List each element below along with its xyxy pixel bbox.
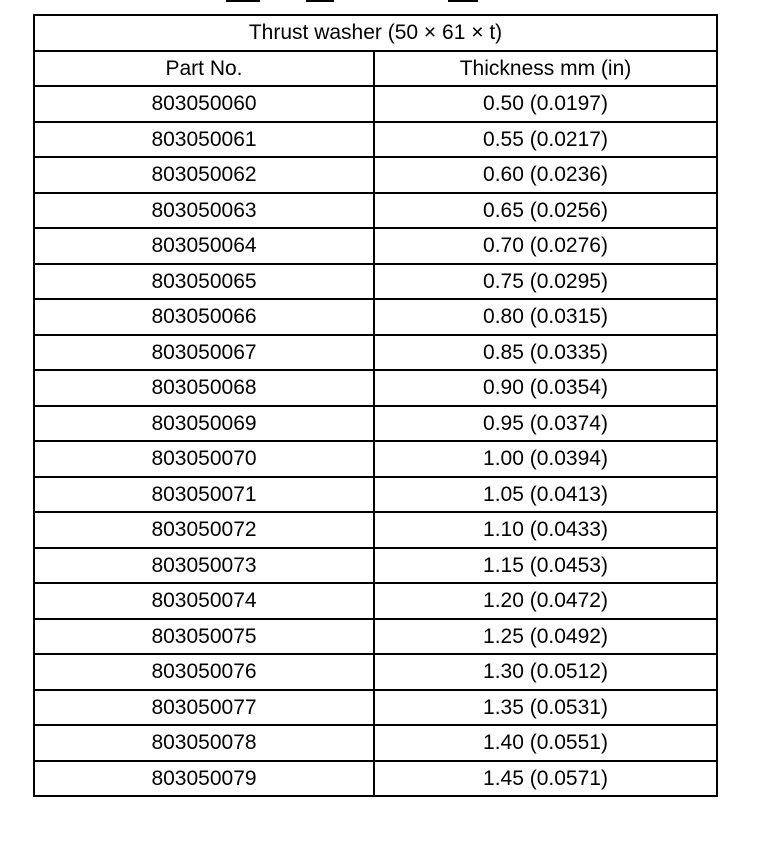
table-row xyxy=(34,619,717,655)
table-row xyxy=(34,157,717,193)
table-row xyxy=(34,264,717,300)
thickness-cell: 0.75 (0.0295) xyxy=(374,264,717,300)
part-number-cell: 803050064 xyxy=(34,228,374,264)
thickness-cell: 1.40 (0.0551) xyxy=(374,725,717,761)
thickness-cell: 1.15 (0.0453) xyxy=(374,548,717,584)
part-number-cell: 803050070 xyxy=(34,441,374,477)
thickness-cell: 0.80 (0.0315) xyxy=(374,299,717,335)
table-row xyxy=(34,228,717,264)
thickness-cell: 1.30 (0.0512) xyxy=(374,654,717,690)
part-number-cell: 803050069 xyxy=(34,406,374,442)
table-row xyxy=(34,512,717,548)
table-row xyxy=(34,193,717,229)
table-row xyxy=(34,370,717,406)
part-number-cell: 803050073 xyxy=(34,548,374,584)
table-row xyxy=(34,690,717,726)
part-number-cell: 803050065 xyxy=(34,264,374,300)
part-number-cell: 803050063 xyxy=(34,193,374,229)
part-number-cell: 803050067 xyxy=(34,335,374,371)
part-number-cell: 803050066 xyxy=(34,299,374,335)
thickness-cell: 1.35 (0.0531) xyxy=(374,690,717,726)
table-row xyxy=(34,335,717,371)
table-body xyxy=(34,86,717,796)
part-number-cell: 803050077 xyxy=(34,690,374,726)
table-row xyxy=(34,299,717,335)
part-number-cell: 803050079 xyxy=(34,761,374,797)
part-number-cell: 803050060 xyxy=(34,86,374,122)
table-row xyxy=(34,406,717,442)
header-part-no: Part No. xyxy=(34,51,374,87)
table-row xyxy=(34,477,717,513)
part-number-cell: 803050071 xyxy=(34,477,374,513)
thickness-cell: 0.90 (0.0354) xyxy=(374,370,717,406)
thickness-cell: 1.25 (0.0492) xyxy=(374,619,717,655)
table-row xyxy=(34,86,717,122)
part-number-cell: 803050062 xyxy=(34,157,374,193)
thickness-cell: 1.00 (0.0394) xyxy=(374,441,717,477)
table-title: Thrust washer (50 × 61 × t) xyxy=(34,15,717,51)
table-row xyxy=(34,725,717,761)
table-row xyxy=(34,583,717,619)
table-title-row xyxy=(34,15,717,51)
part-number-cell: 803050078 xyxy=(34,725,374,761)
thickness-cell: 0.60 (0.0236) xyxy=(374,157,717,193)
part-number-cell: 803050076 xyxy=(34,654,374,690)
part-number-cell: 803050075 xyxy=(34,619,374,655)
thrust-washer-table xyxy=(33,14,718,797)
part-number-cell: 803050061 xyxy=(34,122,374,158)
header-thickness: Thickness mm (in) xyxy=(374,51,717,87)
thickness-cell: 0.70 (0.0276) xyxy=(374,228,717,264)
table-row xyxy=(34,441,717,477)
part-number-cell: 803050074 xyxy=(34,583,374,619)
table-row xyxy=(34,122,717,158)
thickness-cell: 1.05 (0.0413) xyxy=(374,477,717,513)
thickness-cell: 1.45 (0.0571) xyxy=(374,761,717,797)
thickness-cell: 0.65 (0.0256) xyxy=(374,193,717,229)
thickness-cell: 0.85 (0.0335) xyxy=(374,335,717,371)
thickness-cell: 1.20 (0.0472) xyxy=(374,583,717,619)
thickness-cell: 0.95 (0.0374) xyxy=(374,406,717,442)
part-number-cell: 803050072 xyxy=(34,512,374,548)
table-header-row xyxy=(34,51,717,87)
thickness-cell: 1.10 (0.0433) xyxy=(374,512,717,548)
cropped-heading-fragment xyxy=(0,0,768,14)
thickness-cell: 0.55 (0.0217) xyxy=(374,122,717,158)
table-row xyxy=(34,761,717,797)
thickness-cell: 0.50 (0.0197) xyxy=(374,86,717,122)
table-row xyxy=(34,548,717,584)
part-number-cell: 803050068 xyxy=(34,370,374,406)
table-row xyxy=(34,654,717,690)
